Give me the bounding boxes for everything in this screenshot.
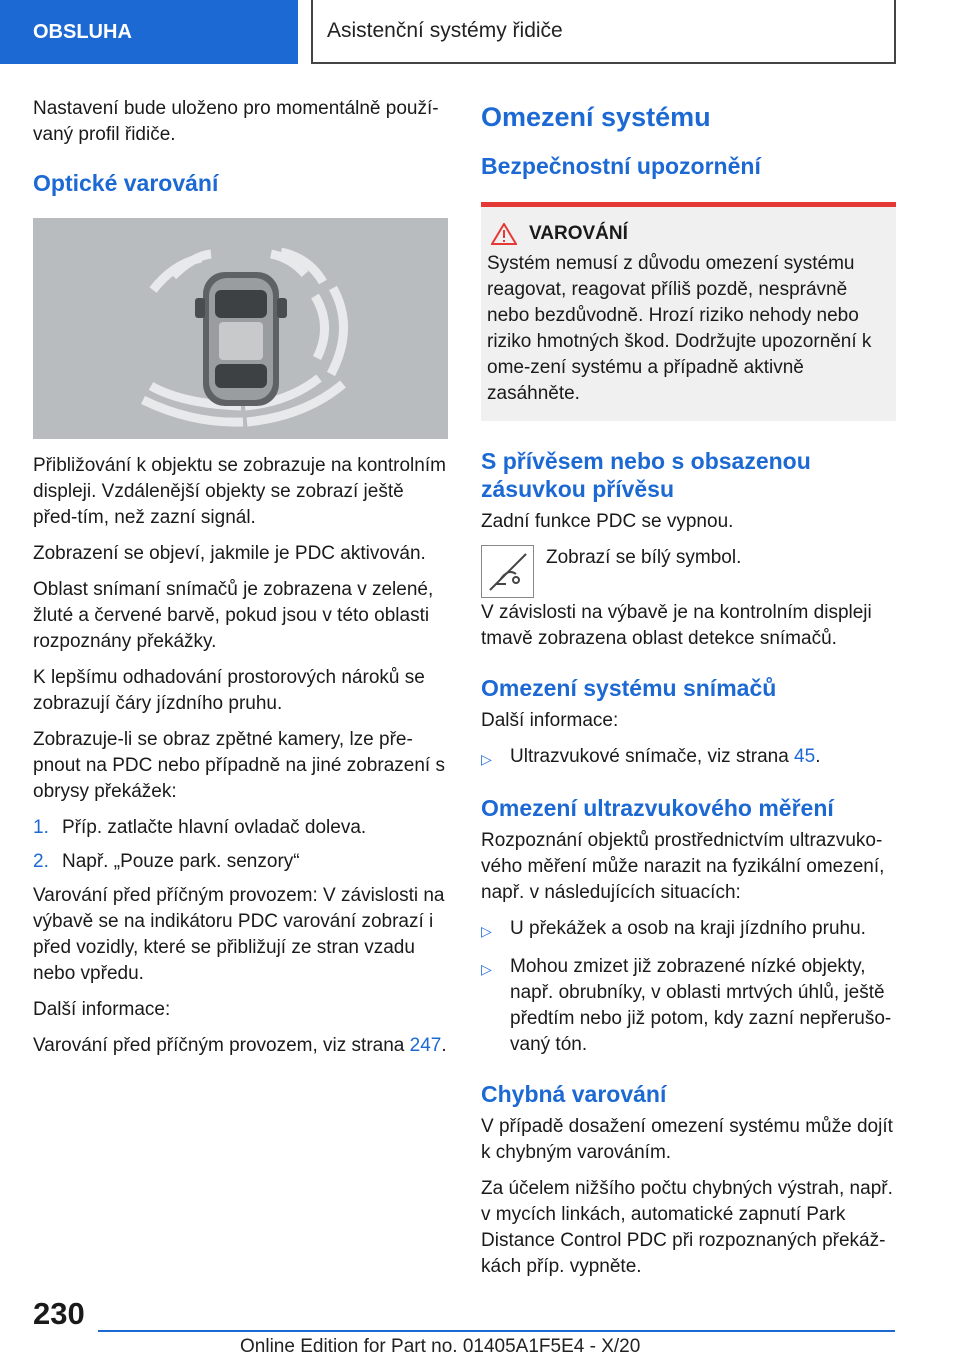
trailer-p3: V závislosti na výbavě je na kontrolním displeji tmavě zobrazena oblast detekce snímačů. [481,602,872,649]
more-info-label: Další informace: [33,999,171,1020]
page-number: 230 [33,1296,85,1331]
optical-p2: Zobrazení se objeví, jakmile je PDC aktivován. [33,543,426,564]
optical-p4: K lepšímu odhadování prostorových nároků se zobrazují čáry jízdního pruhu. [33,667,425,714]
optical-p3: Oblast snímaní snímačů je zobrazena v zelené, žluté a červené barvě, pokud jsou v této oblasti rozpoznány překážky. [33,579,434,652]
sensor-reference [510,744,820,772]
pdc-car-illustration [33,218,448,439]
edition-note: Online Edition for Part no. 01405A1F5E4 - X/20 [240,1336,641,1357]
warning-triangle-icon [491,223,517,245]
cross-traffic-reference [33,1033,449,1059]
page-link-247[interactable]: 247 [409,1035,442,1056]
reference-end: . [815,746,821,767]
trailer-symbol [481,545,534,598]
heading-safety-notes: Bezpečnostní upozornění [481,153,761,179]
trailer-symbol-row [481,545,896,598]
warning-text: Systém nemusí z důvodu omezení systému reagovat, reagovat příliš pozdě, nesprávně nebo bezdůvodně. Hrozí riziko nehody nebo riziko hmotných škod. Dodržujte upozornění k ome-zení systému a případně aktivně zasáhněte. [487,253,872,404]
bullet-triangle-icon: ▷ [481,751,492,767]
section-tab: OBSLUHA [0,0,298,64]
step-text: Příp. zatlačte hlavní ovladač doleva. [62,817,367,838]
heading-sensor-limits: Omezení systému snímačů [481,675,777,701]
heading-optical-warning: Optické varování [33,170,219,196]
trailer-pdc-icon [486,550,530,594]
reference-text: Varování před příčným provozem, viz strana [33,1035,410,1056]
false-warnings-p2: Za účelem nižšího počtu chybných výstrah, např. v mycích linkách, automatické zapnutí Park Distance Control PDC při rozpoznaných překáž-kách příp. vypněte. [481,1178,893,1277]
list-item [481,744,896,772]
step-number: 2. [33,851,49,872]
sensor-more-info: Další informace: [481,710,619,731]
list-item [481,954,896,1058]
reference-end: . [441,1035,447,1056]
reference-text: Ultrazvukové snímače, viz strana [510,746,795,767]
false-warnings-p1: V případě dosažení omezení systému může dojít k chybným varováním. [481,1116,893,1163]
left-column [33,96,449,1069]
sensor-list [481,744,896,772]
bullet-triangle-icon: ▷ [481,961,492,977]
page-link-45[interactable]: 45 [794,746,816,767]
list-item [33,849,449,875]
trailer-p1: Zadní funkce PDC se vypnou. [481,511,734,532]
heading-ultrasonic-limits: Omezení ultrazvukového měření [481,795,834,821]
bullet-text: U překážek a osob na kraji jízdního pruhu. [510,918,866,939]
bullet-triangle-icon: ▷ [481,923,492,939]
step-number: 1. [33,817,49,838]
chapter-title: Asistenční systémy řidiče [311,0,896,64]
ultrasonic-list [481,916,896,1058]
intro-paragraph: Nastavení bude uloženo pro momentálně použí-vaný profil řidiče. [33,98,439,145]
car-top-view-icon [33,218,448,439]
list-item [33,815,449,841]
heading-trailer: S přívěsem nebo s obsazenou zásuvkou přívěsu [481,448,811,502]
heading-false-warnings: Chybná varování [481,1081,667,1107]
step-list [33,815,449,875]
optical-p1: Přibližování k objektu se zobrazuje na kontrolním displeji. Vzdálenější objekty se zobrazí ještě před-tím, než zazní signál. [33,455,446,528]
ultrasonic-paragraph: Rozpoznání objektů prostřednictvím ultrazvuko-vého měření může narazit na fyzikální omezení, např. v následujících situacích: [481,830,885,903]
trailer-p2: Zobrazí se bílý symbol. [546,547,742,568]
cross-traffic-paragraph: Varování před příčným provozem: V závislosti na výbavě se na indikátoru PDC varování zobrazí i před vozidly, které se přibližují ze stran vzadu nebo vpředu. [33,885,445,984]
right-column [481,96,896,1290]
warning-title: VAROVÁNÍ [529,223,628,244]
footer-divider [98,1330,895,1332]
optical-p5: Zobrazuje-li se obraz zpětné kamery, lze pře-pnout na PDC nebo případně na jiné zobrazení s obrysy překážek: [33,729,445,802]
step-text: Např. „Pouze park. senzory“ [62,851,300,872]
warning-header [487,223,888,245]
trailer-symbol-text [546,545,741,598]
warning-box [481,202,896,421]
heading-system-limits: Omezení systému [481,102,711,132]
list-item [481,916,896,944]
bullet-text: Mohou zmizet již zobrazené nízké objekty, např. obrubníky, v oblasti mrtvých úhlů, ještě předtím nebo již potom, kdy zazní nepřerušo-vaný tón. [510,956,892,1055]
